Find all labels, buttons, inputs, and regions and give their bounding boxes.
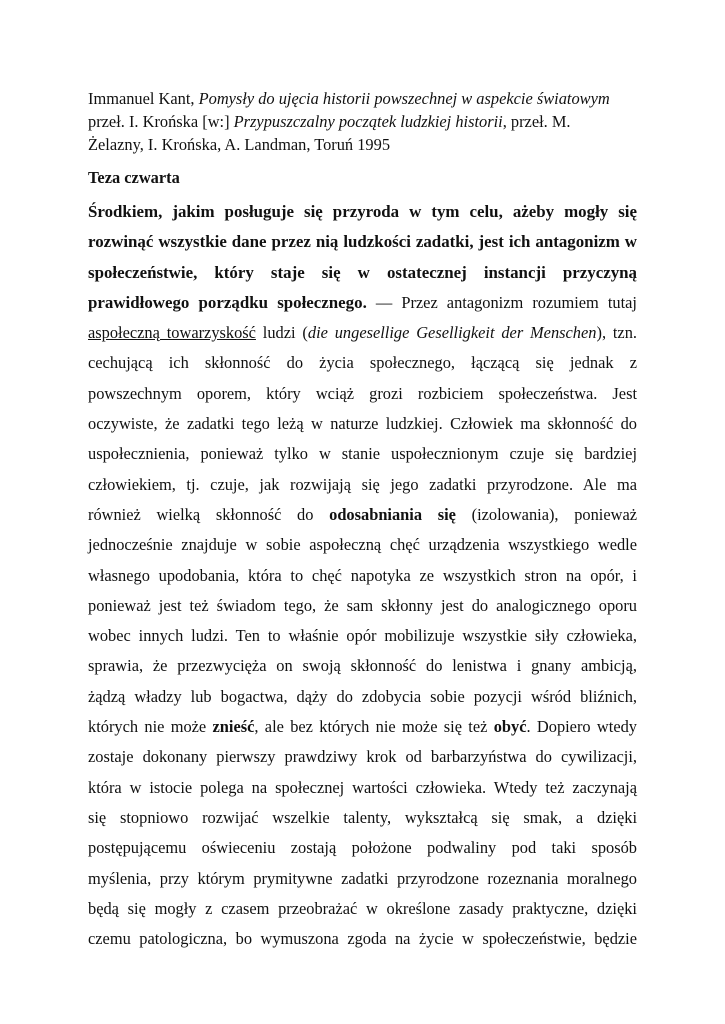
body-line-21: się stopniowo rozwijać wszelkie talenty, wykształcą się smak, a dzięki [88,807,637,827]
body-line-25: czemu patologiczna, bo wymuszona zgoda na życie w społeczeństwie, będzie [88,929,637,949]
citation-line-3: Żelazny, I. Krońska, A. Landman, Toruń 1995 [88,135,391,154]
thesis-end: prawidłowego porządku społecznego. [88,292,367,312]
body-line-19: zostaje dokonany pierwszy prawdziwy krok od barbarzyństwa do cywilizacji, [88,747,637,767]
citation-book-title: Przypuszczalny początek ludzkiej historii [233,112,503,131]
body-line-20: która w istocie polega na społecznej wartości człowieka. Wtedy też zaczynają [88,777,637,797]
citation-title: Pomysły do ujęcia historii powszechnej w aspekcie światowym [198,89,610,108]
bibliographic-citation [88,87,648,156]
body-line-18-a: których nie może [88,717,213,737]
body-paragraph [88,197,637,954]
body-line-12: jednocześnie znajduje w sobie aspołeczną chęć urządzenia wszystkiego wedle [88,535,637,555]
citation-line-1 [88,87,648,110]
body-line-7: powszechnym oporem, który wciąż grozi rozbiciem społeczeństwa. Jest [88,383,637,403]
body-line-18-d: . Dopiero wtedy [526,717,637,737]
thesis-line-2: rozwinąć wszystkie dane przez nią ludzkości zadatki, jest ich antagonizm w [88,232,637,252]
thesis-line-3: społeczeństwie, który staje się w ostatecznej instancji przyczyną [88,262,637,282]
body-line-18 [88,712,637,742]
body-line-4 [88,288,637,318]
body-line-24: będą się mogły z czasem przeobrażać w określone zasady praktyczne, dzięki [88,898,637,918]
body-line-5 [88,318,637,348]
bold-term-odosabnianie: odosabniania się [329,504,456,524]
citation-translator: przeł. I. Krońska [w:] [88,112,234,131]
underlined-term: aspołeczną towarzyskość [88,323,256,343]
citation-line-2 [88,110,648,133]
section-heading: Teza czwarta [88,168,180,187]
body-line-5-end: ), tzn. [596,323,638,343]
bold-term-zniesc: znieść [212,717,255,737]
body-line-16: sprawia, że przezwycięża on swoją skłonność do lenistwa i gnany ambicją, [88,656,637,676]
body-line-18-c: , ale bez których nie może się też [254,717,494,737]
german-phrase: die ungesellige Geselligkeit der Menschen [307,323,597,343]
body-line-11 [88,500,637,530]
body-line-15: wobec innych ludzi. Ten to właśnie opór mobilizuje wszystkie siły człowieka, [88,626,637,646]
body-line-9: uspołecznienia, ponieważ tylko w stanie uspołecznionym czuje się bardziej [88,444,637,464]
body-line-8: oczywiste, że zadatki tego leżą w naturze ludzkiej. Człowiek ma skłonność do [88,414,637,434]
body-line-4-rest: — Przez antagonizm rozumiem tutaj [366,292,637,312]
body-line-17: żądzą władzy lub bogactwa, dąży do zdobycia sobie pozycji wśród bliźnich, [88,686,637,706]
body-line-23: myślenia, przy którym prymitywne zadatki przyrodzone rozeznania moralnego [88,868,637,888]
body-line-6: cechującą ich skłonność do życia społecznego, łączącą się jednak z [88,353,637,373]
body-line-22: postępującemu oświeceniu zostają położone podwaliny pod taki sposób [88,838,637,858]
body-line-11-pre: również wielką skłonność do [88,504,330,524]
thesis-line-1: Środkiem, jakim posługuje się przyroda w tym celu, ażeby mogły się [88,202,637,221]
bold-term-obyc: obyć [493,717,527,737]
body-line-11-post: (izolowania), ponieważ [455,504,638,524]
body-line-14: ponieważ jest też świadom tego, że sam skłonny jest do analogicznego oporu [88,595,637,615]
body-line-5-mid: ludzi ( [255,323,308,343]
body-line-13: własnego upodobania, która to chęć napotyka ze wszystkich stron na opór, i [88,565,637,585]
citation-author: Immanuel Kant, [88,89,199,108]
citation-line-2-end: , przeł. M. [502,112,571,131]
body-line-10: człowiekiem, tj. czuje, jak rozwijają się jego zadatki przyrodzone. Ale ma [88,474,637,494]
